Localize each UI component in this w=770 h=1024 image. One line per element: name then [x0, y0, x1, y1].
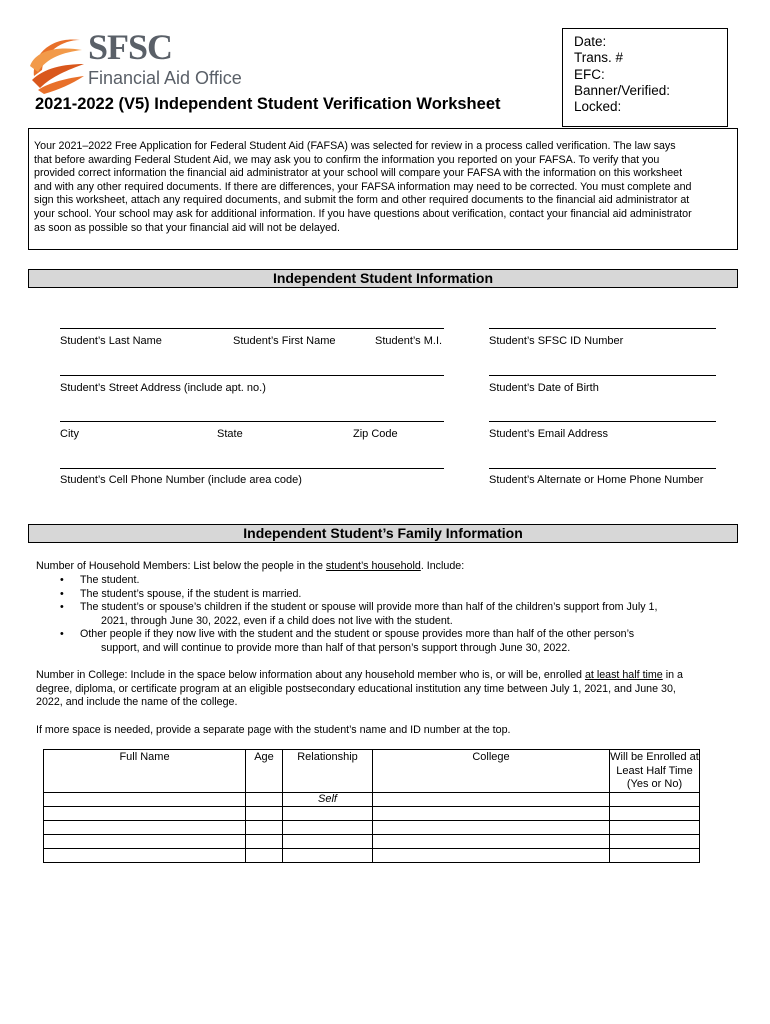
col-relationship: Relationship [283, 750, 373, 793]
logo-subtitle: Financial Aid Office [88, 68, 242, 88]
last-first-mi-line[interactable] [60, 328, 444, 329]
intro-line: your school. Your school may ask for additional information. If you have questions about verification, contact your financial aid administrator [34, 207, 692, 220]
cell-phone-label: Student’s Cell Phone Number (include area code) [60, 474, 302, 486]
college-intro [36, 669, 683, 710]
cell-enrolled[interactable] [610, 807, 700, 821]
cell-age[interactable] [246, 793, 283, 807]
intro-line: Your 2021–2022 Free Application for Federal Student Aid (FAFSA) was selected for review in a process called verification. The law says [34, 140, 676, 152]
dob-label: Student’s Date of Birth [489, 382, 599, 394]
cell-relationship[interactable] [283, 835, 373, 849]
cell-college[interactable] [373, 821, 610, 835]
cell-enrolled[interactable] [610, 793, 700, 807]
cell-age[interactable] [246, 821, 283, 835]
col-college: College [373, 750, 610, 793]
state-label: State [217, 428, 243, 440]
intro-box [28, 128, 738, 250]
household-intro-end: . Include: [420, 560, 465, 572]
list-item [60, 588, 657, 602]
college-intro-end: in a [662, 669, 683, 681]
office-trans: Trans. # [574, 50, 624, 66]
first-name-label: Student’s First Name [233, 335, 336, 347]
cell-relationship[interactable] [283, 821, 373, 835]
sfsc-id-label: Student’s SFSC ID Number [489, 335, 624, 347]
street-address-label: Student’s Street Address (include apt. no.) [60, 382, 266, 394]
more-space-note: If more space is needed, provide a separate page with the student’s name and ID number at the top. [36, 724, 511, 736]
email-label: Student’s Email Address [489, 428, 609, 440]
col-age: Age [246, 750, 283, 793]
last-name-label: Student’s Last Name [60, 335, 162, 347]
household-intro-underlined: student’s household [325, 560, 421, 572]
section-header-student-info: Independent Student Information [28, 269, 738, 288]
cell-age[interactable] [246, 835, 283, 849]
household-table [43, 749, 700, 863]
cell-full-name[interactable] [44, 807, 246, 821]
bullet-icon: • [60, 628, 64, 641]
intro-line: and with any other required documents. If there are differences, your FAFSA information may need to be corrected. You must complete and [34, 180, 692, 193]
cell-college[interactable] [373, 793, 610, 807]
col-full-name: Full Name [44, 750, 246, 793]
list-item [60, 574, 657, 588]
alt-phone-label: Student’s Alternate or Home Phone Number [489, 474, 704, 486]
cell-full-name[interactable] [44, 821, 246, 835]
household-intro-text: Number of Household Members: List below the people in the [36, 560, 326, 572]
sfsc-logo [28, 27, 243, 96]
table-row [44, 821, 700, 835]
bullet-text: The student’s spouse, if the student is married. [80, 587, 302, 600]
cell-enrolled[interactable] [610, 821, 700, 835]
cell-relationship: Self [283, 793, 373, 807]
cell-relationship[interactable] [283, 849, 373, 863]
office-banner: Banner/Verified: [574, 82, 671, 98]
cell-phone-line[interactable] [60, 468, 444, 469]
cell-college[interactable] [373, 849, 610, 863]
college-intro-underlined: at least half time [584, 669, 663, 681]
college-intro-line2: degree, diploma, or certificate program at an eligible postsecondary educational institution any time between July 1, 2021, and June 30, [36, 682, 676, 695]
col-enrolled-half-time: Will be Enrolled at Least Half Time (Yes or No) [610, 750, 700, 793]
city-state-zip-line[interactable] [60, 421, 444, 422]
logo-swoosh-icon [28, 30, 86, 96]
household-intro [36, 560, 464, 574]
logo-name: SFSC [88, 27, 173, 67]
cell-full-name[interactable] [44, 835, 246, 849]
table-row [44, 835, 700, 849]
bullet-icon: • [60, 587, 64, 600]
cell-age[interactable] [246, 849, 283, 863]
section-header-family-info: Independent Student’s Family Information [28, 524, 738, 543]
bullet-text: Other people if they now live with the student and the student or spouse provides more than half of the other person’s [80, 628, 635, 641]
bullet-text: The student’s or spouse’s children if the student or spouse will provide more than half of the children’s support from July 1, [80, 601, 658, 614]
office-locked: Locked: [574, 99, 622, 115]
bullet-icon: • [60, 601, 64, 614]
cell-age[interactable] [246, 807, 283, 821]
office-efc: EFC: [574, 66, 605, 82]
mi-label: Student’s M.I. [375, 335, 443, 347]
zip-label: Zip Code [353, 428, 398, 440]
bullet-text-cont: 2021, through June 30, 2022, even if a child does not live with the student. [101, 614, 453, 627]
page-title: 2021-2022 (V5) Independent Student Verification Worksheet [35, 95, 501, 113]
list-item [60, 601, 657, 628]
table-row [44, 849, 700, 863]
dob-line[interactable] [489, 375, 716, 376]
intro-line: as soon as possible so that your financial aid will not be delayed. [34, 221, 340, 234]
cell-college[interactable] [373, 807, 610, 821]
cell-full-name[interactable] [44, 793, 246, 807]
office-use-box [562, 28, 728, 127]
sfsc-id-line[interactable] [489, 328, 716, 329]
city-label: City [60, 428, 79, 440]
bullet-text-cont: support, and will continue to provide more than half of that person’s support through June 30, 2022. [101, 641, 571, 654]
intro-line: sign this worksheet, attach any required documents, and submit the form and other required documents to the financial aid administrator at [34, 194, 690, 207]
list-item [60, 628, 657, 655]
intro-line: provided correct information the financial aid administrator at your school will compare your FAFSA with the information on this worksheet [34, 167, 683, 180]
table-row [44, 807, 700, 821]
alt-phone-line[interactable] [489, 468, 716, 469]
bullet-icon: • [60, 574, 64, 586]
office-date: Date: [574, 34, 607, 49]
cell-enrolled[interactable] [610, 849, 700, 863]
cell-full-name[interactable] [44, 849, 246, 863]
college-intro-line3: 2022, and include the name of the college. [36, 696, 238, 709]
table-header-row [44, 750, 700, 793]
cell-college[interactable] [373, 835, 610, 849]
college-intro-text: Number in College: Include in the space below information about any household member who is, or will be, enrolled [36, 669, 585, 681]
intro-line: that before awarding Federal Student Aid, we may ask you to confirm the information you reported on your FAFSA. To verify that you [34, 153, 660, 166]
bullet-text: The student. [80, 574, 140, 586]
household-bullets [60, 574, 657, 656]
email-line[interactable] [489, 421, 716, 422]
cell-enrolled[interactable] [610, 835, 700, 849]
table-row [44, 793, 700, 807]
cell-relationship[interactable] [283, 807, 373, 821]
street-address-line[interactable] [60, 375, 444, 376]
